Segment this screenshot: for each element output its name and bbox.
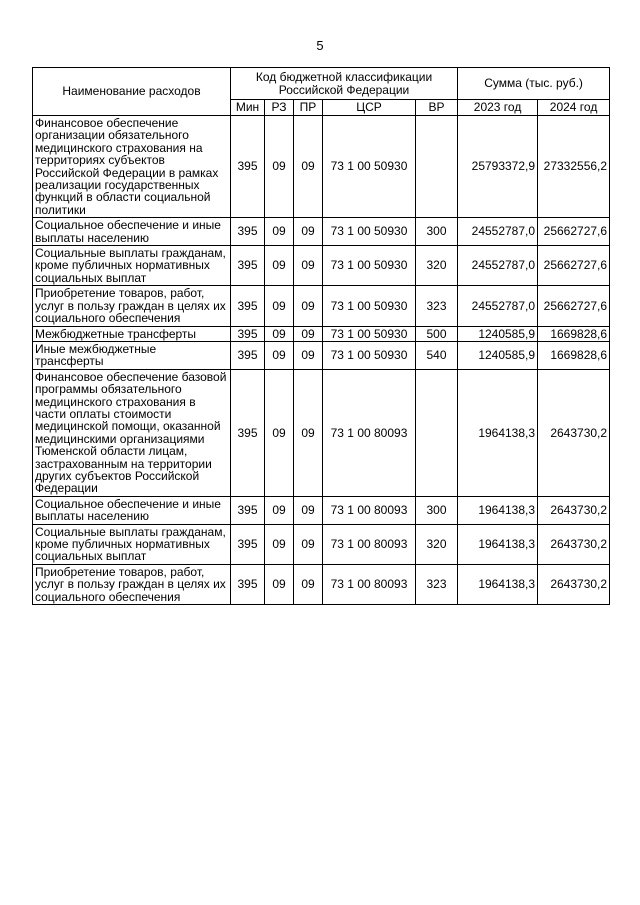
cell-2023: 1964138,3 [458, 564, 538, 604]
cell-csr: 73 1 00 50930 [323, 218, 416, 246]
header-code-group: Код бюджетной классификации Российской Федерации [231, 68, 458, 100]
cell-csr: 73 1 00 50930 [323, 116, 416, 218]
cell-pr: 09 [294, 369, 323, 496]
cell-rz: 09 [265, 564, 294, 604]
cell-2024: 25662727,6 [538, 286, 610, 326]
cell-pr: 09 [294, 116, 323, 218]
cell-pr: 09 [294, 564, 323, 604]
cell-2023: 1964138,3 [458, 369, 538, 496]
cell-pr: 09 [294, 341, 323, 369]
cell-vr: 323 [416, 564, 458, 604]
cell-vr: 320 [416, 246, 458, 286]
cell-name: Приобретение товаров, работ, услуг в пользу граждан в целях их социального обеспечения [33, 286, 231, 326]
cell-pr: 09 [294, 496, 323, 524]
cell-pr: 09 [294, 524, 323, 564]
table-row [33, 341, 610, 369]
cell-min: 395 [231, 286, 265, 326]
cell-vr: 300 [416, 218, 458, 246]
table-row [33, 218, 610, 246]
cell-csr: 73 1 00 50930 [323, 286, 416, 326]
budget-table [32, 67, 610, 605]
cell-rz: 09 [265, 326, 294, 341]
cell-2023: 25793372,9 [458, 116, 538, 218]
cell-2024: 2643730,2 [538, 524, 610, 564]
header-2023: 2023 год [458, 100, 538, 116]
cell-rz: 09 [265, 218, 294, 246]
table-row [33, 369, 610, 496]
cell-rz: 09 [265, 496, 294, 524]
cell-min: 395 [231, 116, 265, 218]
cell-rz: 09 [265, 116, 294, 218]
cell-2023: 24552787,0 [458, 286, 538, 326]
header-name: Наименование расходов [33, 68, 231, 116]
header-csr: ЦСР [323, 100, 416, 116]
cell-rz: 09 [265, 246, 294, 286]
cell-name: Социальное обеспечение и иные выплаты населению [33, 496, 231, 524]
cell-vr [416, 369, 458, 496]
cell-name: Социальные выплаты гражданам, кроме публичных нормативных социальных выплат [33, 246, 231, 286]
cell-pr: 09 [294, 246, 323, 286]
table-row [33, 524, 610, 564]
header-pr: ПР [294, 100, 323, 116]
header-vr: ВР [416, 100, 458, 116]
cell-csr: 73 1 00 80093 [323, 524, 416, 564]
cell-min: 395 [231, 369, 265, 496]
cell-name: Межбюджетные трансферты [33, 326, 231, 341]
cell-vr: 540 [416, 341, 458, 369]
table-row [33, 326, 610, 341]
cell-2023: 1240585,9 [458, 341, 538, 369]
cell-vr: 500 [416, 326, 458, 341]
cell-vr: 300 [416, 496, 458, 524]
cell-min: 395 [231, 326, 265, 341]
cell-vr: 320 [416, 524, 458, 564]
cell-min: 395 [231, 218, 265, 246]
cell-csr: 73 1 00 80093 [323, 369, 416, 496]
table-row [33, 246, 610, 286]
cell-2023: 24552787,0 [458, 218, 538, 246]
header-sum-group: Сумма (тыс. руб.) [458, 68, 610, 100]
header-2024: 2024 год [538, 100, 610, 116]
table-row [33, 116, 610, 218]
cell-csr: 73 1 00 50930 [323, 246, 416, 286]
cell-name: Приобретение товаров, работ, услуг в пользу граждан в целях их социального обеспечения [33, 564, 231, 604]
cell-2023: 1964138,3 [458, 524, 538, 564]
cell-2024: 25662727,6 [538, 218, 610, 246]
cell-min: 395 [231, 524, 265, 564]
cell-vr: 323 [416, 286, 458, 326]
cell-pr: 09 [294, 218, 323, 246]
table-header [33, 68, 610, 116]
header-min: Мин [231, 100, 265, 116]
cell-2024: 1669828,6 [538, 326, 610, 341]
cell-min: 395 [231, 496, 265, 524]
page-number: 5 [316, 38, 324, 53]
cell-2024: 27332556,2 [538, 116, 610, 218]
cell-name: Финансовое обеспечение организации обязательного медицинского страхования на территориях субъектов Российской Федерации в рамках реализации государственных функций в области социальной политики [33, 116, 231, 218]
table-row [33, 286, 610, 326]
cell-2023: 1964138,3 [458, 496, 538, 524]
cell-name: Финансовое обеспечение базовой программы обязательного медицинского страхования в части оплаты стоимости медицинской помощи, оказанной медицинскими организациями Тюменской области лицам, застрахованным на территории других субъектов Российской Федерации [33, 369, 231, 496]
cell-min: 395 [231, 246, 265, 286]
cell-min: 395 [231, 341, 265, 369]
cell-2024: 2643730,2 [538, 564, 610, 604]
table-row [33, 564, 610, 604]
cell-csr: 73 1 00 50930 [323, 326, 416, 341]
cell-2024: 1669828,6 [538, 341, 610, 369]
cell-csr: 73 1 00 80093 [323, 564, 416, 604]
cell-2024: 25662727,6 [538, 246, 610, 286]
cell-rz: 09 [265, 286, 294, 326]
cell-2024: 2643730,2 [538, 496, 610, 524]
cell-rz: 09 [265, 524, 294, 564]
cell-name: Социальные выплаты гражданам, кроме публичных нормативных социальных выплат [33, 524, 231, 564]
table-body [33, 116, 610, 605]
cell-pr: 09 [294, 326, 323, 341]
cell-csr: 73 1 00 50930 [323, 341, 416, 369]
cell-pr: 09 [294, 286, 323, 326]
cell-rz: 09 [265, 341, 294, 369]
cell-min: 395 [231, 564, 265, 604]
cell-name: Иные межбюджетные трансферты [33, 341, 231, 369]
header-rz: РЗ [265, 100, 294, 116]
cell-name: Социальное обеспечение и иные выплаты населению [33, 218, 231, 246]
cell-2023: 24552787,0 [458, 246, 538, 286]
cell-vr [416, 116, 458, 218]
cell-2024: 2643730,2 [538, 369, 610, 496]
cell-csr: 73 1 00 80093 [323, 496, 416, 524]
table-row [33, 496, 610, 524]
cell-2023: 1240585,9 [458, 326, 538, 341]
cell-rz: 09 [265, 369, 294, 496]
